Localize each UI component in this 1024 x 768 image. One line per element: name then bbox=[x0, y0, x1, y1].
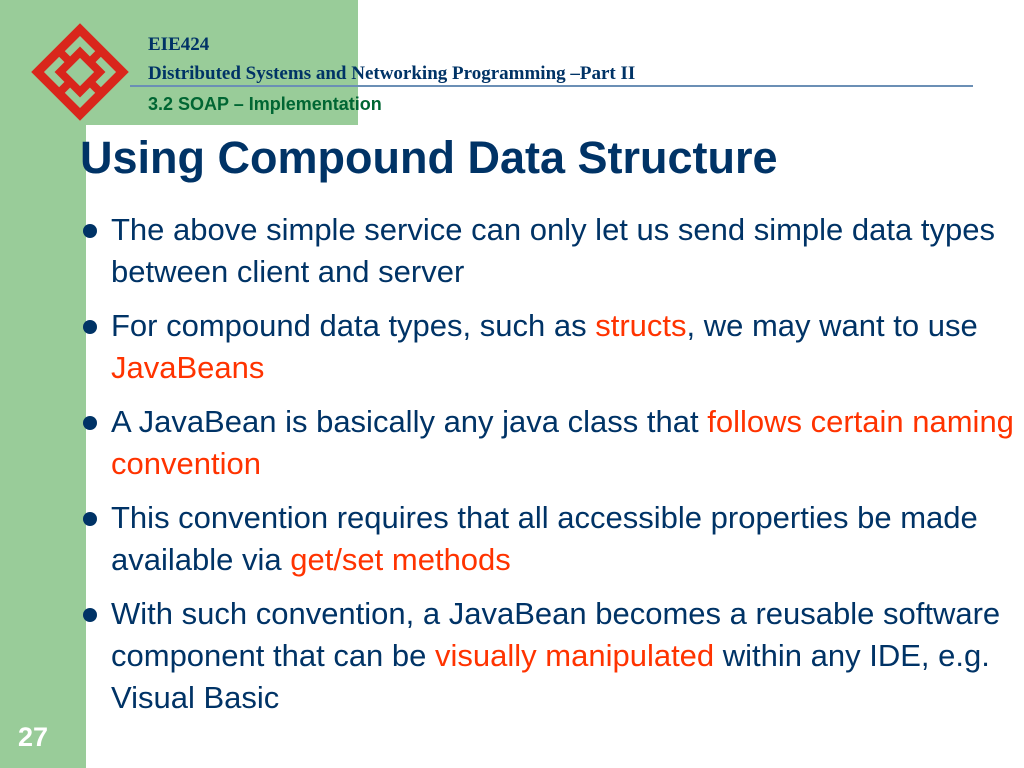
highlighted-text: structs bbox=[595, 308, 687, 343]
bullet-item bbox=[80, 209, 1020, 293]
course-code: EIE424 bbox=[148, 34, 210, 55]
bullet-text: For compound data types, such as bbox=[111, 308, 596, 343]
highlighted-text: get/set methods bbox=[290, 542, 511, 577]
bullet-dot-icon bbox=[83, 608, 97, 622]
bullet-dot-icon bbox=[83, 224, 97, 238]
header-divider bbox=[130, 85, 973, 87]
bullet-dot-icon bbox=[83, 416, 97, 430]
bullet-item bbox=[80, 305, 1020, 389]
bullet-text: within any IDE, e.g. Visual Basic bbox=[111, 638, 990, 715]
bullet-text: , we may want to use bbox=[686, 308, 978, 343]
bullet-dot-icon bbox=[83, 512, 97, 526]
bullet-text: This convention requires that all accessible properties be made available via bbox=[111, 500, 978, 577]
bullet-list bbox=[80, 209, 1020, 731]
slide-title: Using Compound Data Structure bbox=[80, 132, 778, 183]
section-label: 3.2 SOAP – Implementation bbox=[148, 94, 382, 114]
course-title: Distributed Systems and Networking Programming –Part II bbox=[148, 63, 636, 84]
university-logo-icon bbox=[28, 22, 132, 122]
page-number: 27 bbox=[18, 722, 49, 752]
bullet-item bbox=[80, 401, 1020, 485]
bullet-dot-icon bbox=[83, 320, 97, 334]
bullet-item bbox=[80, 593, 1020, 719]
highlighted-text: visually manipulated bbox=[435, 638, 715, 673]
bullet-text: A JavaBean is basically any java class that bbox=[111, 404, 708, 439]
highlighted-text: JavaBeans bbox=[111, 350, 265, 385]
bullet-text: The above simple service can only let us send simple data types between client and server bbox=[111, 212, 995, 289]
bullet-item bbox=[80, 497, 1020, 581]
highlighted-text: follows certain naming convention bbox=[111, 404, 1014, 481]
bullet-text: With such convention, a JavaBean becomes a reusable software component that can be bbox=[111, 596, 1001, 673]
